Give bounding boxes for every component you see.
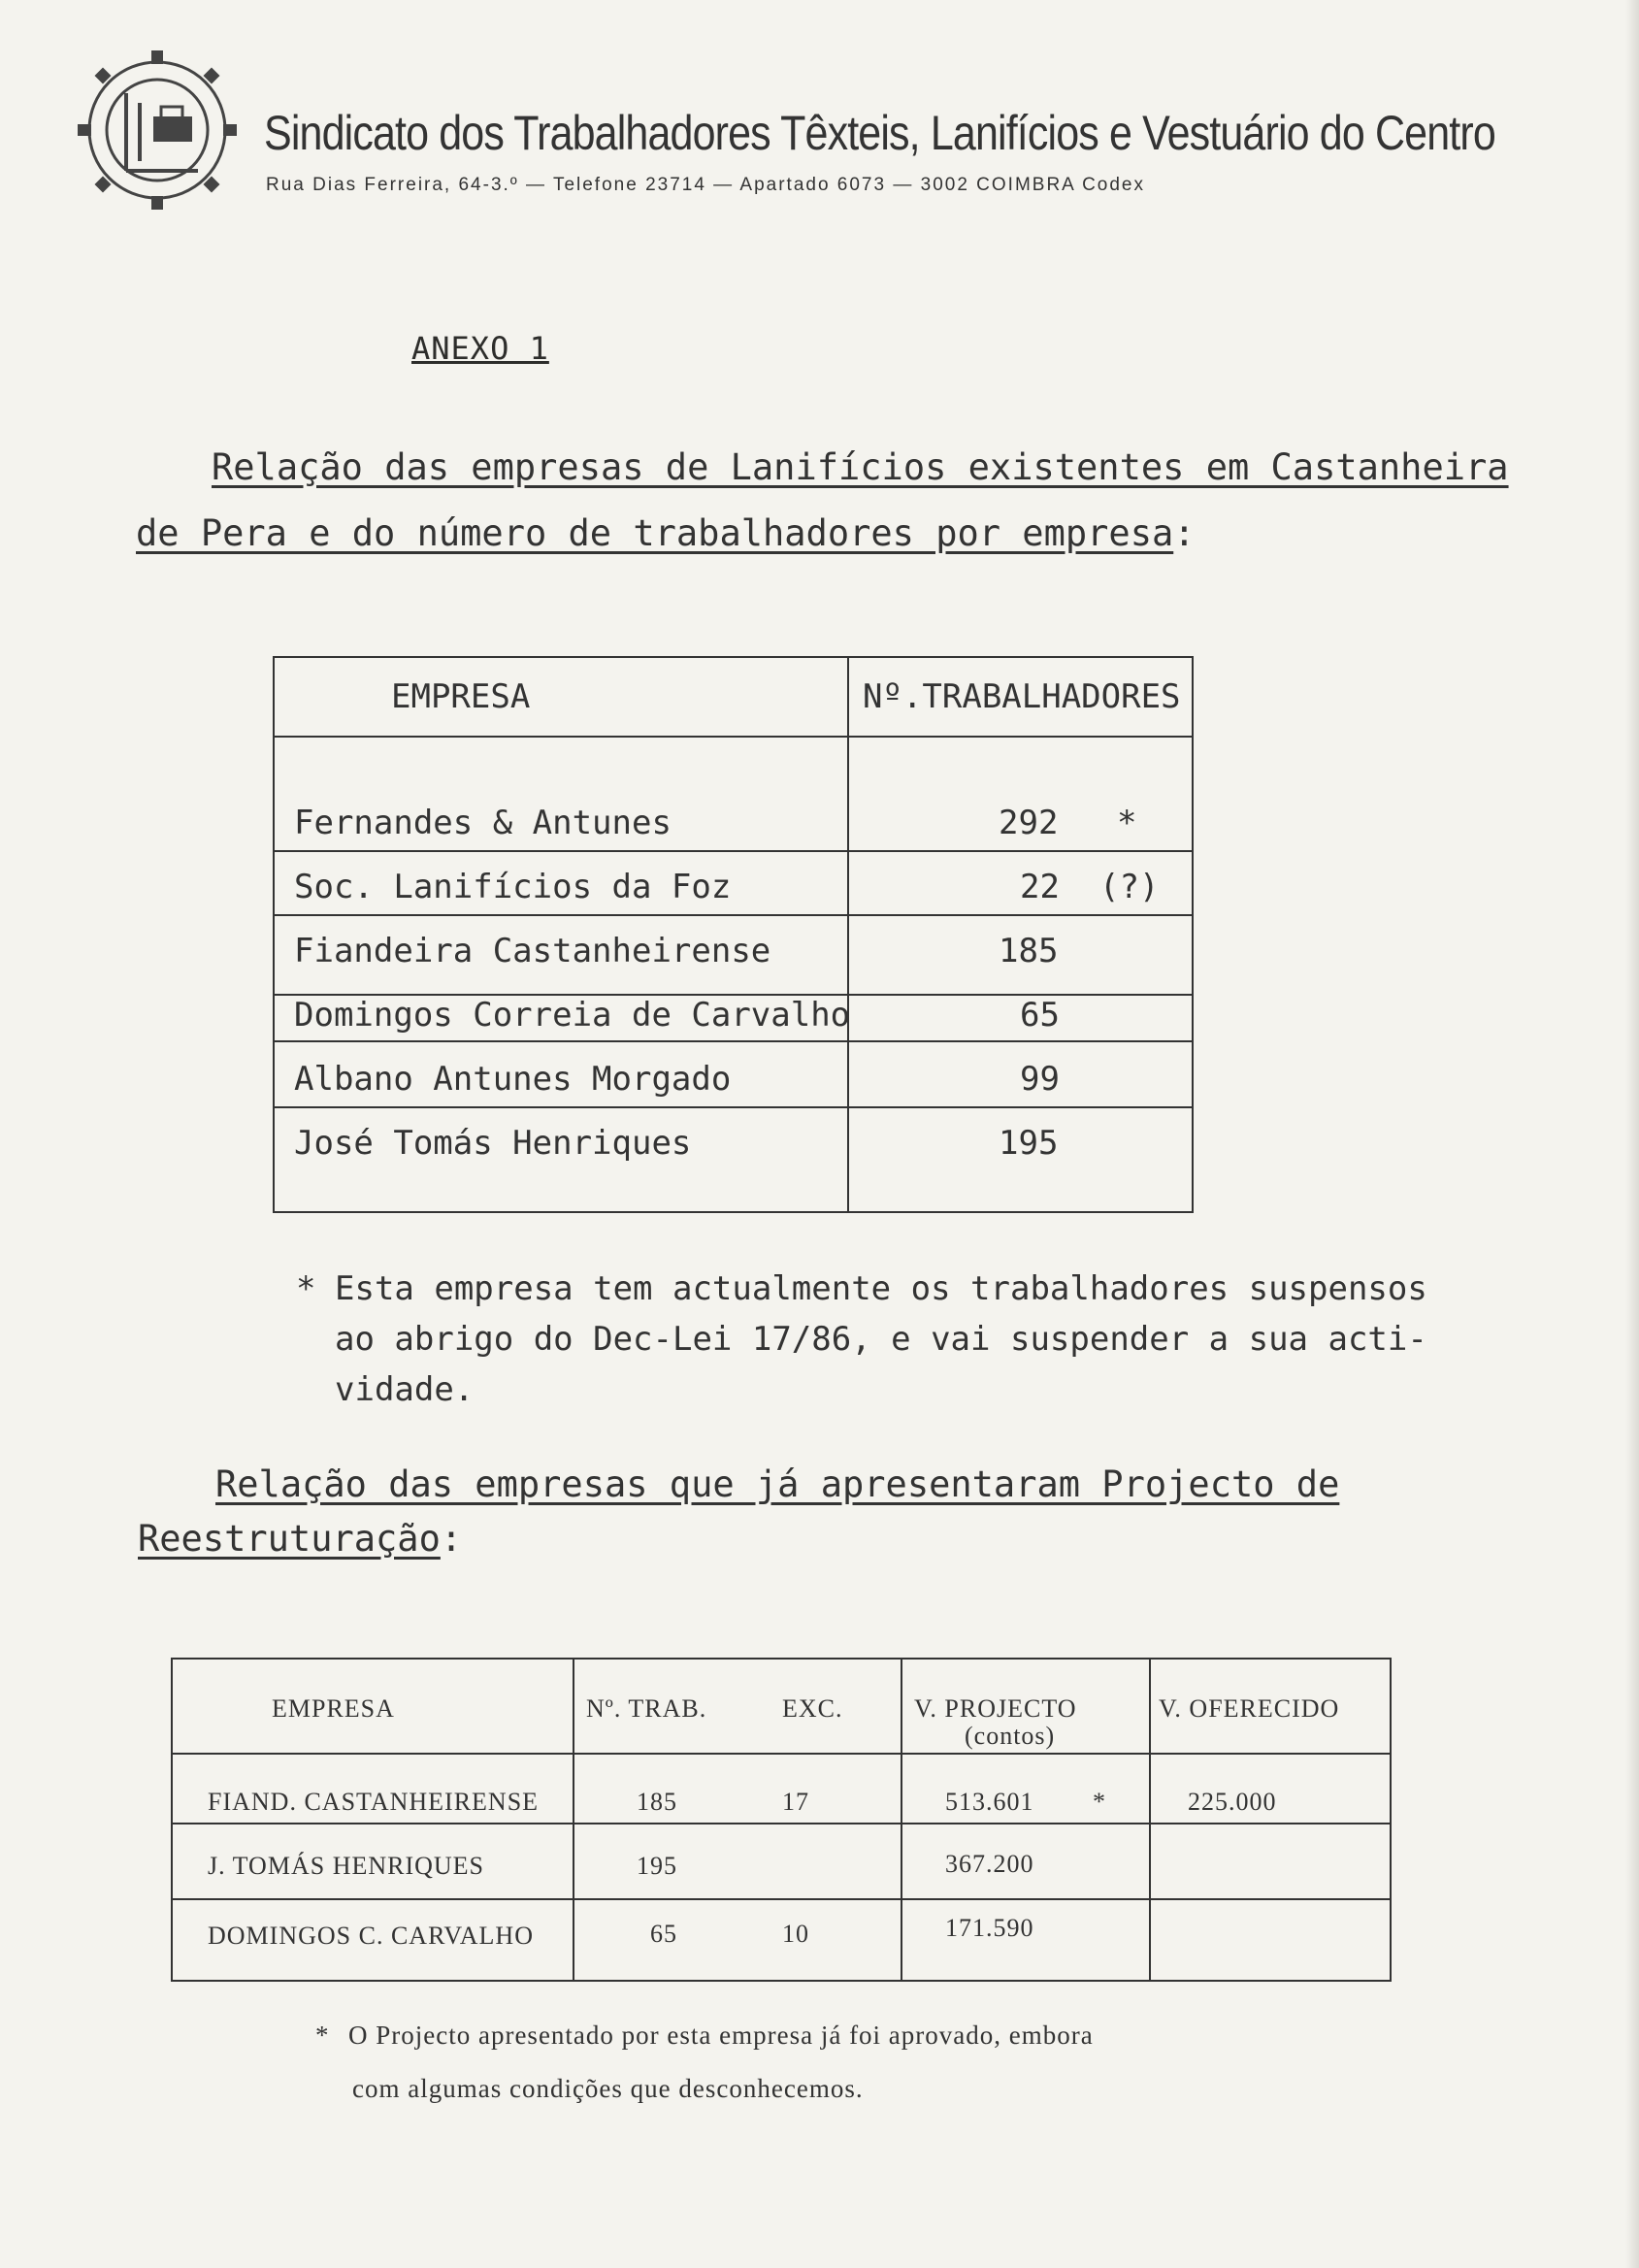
section1-heading-colon: : — [1173, 512, 1196, 554]
page-edge-shadow — [1625, 0, 1639, 2268]
footnote-star: * — [315, 2021, 330, 2050]
table-divider — [901, 1660, 902, 1980]
table-row-mark: * — [1093, 1788, 1106, 1816]
table-divider — [1149, 1660, 1151, 1980]
table-row-mark: (?) — [1099, 868, 1160, 906]
table-row-mark: * — [1117, 804, 1137, 842]
table-row-empresa: DOMINGOS C. CARVALHO — [208, 1922, 534, 1950]
section2-heading-line2 — [138, 1506, 462, 1572]
table-header-exc: EXC. — [782, 1694, 843, 1723]
table-row-projecto: 513.601 — [945, 1788, 1034, 1816]
section2-heading-text2: Reestruturação — [138, 1518, 441, 1560]
section1-heading-text1: Relação das empresas de Lanifícios existentes em Castanheira — [212, 446, 1509, 488]
footnote-star: * — [296, 1269, 316, 1308]
table-row-trab: 195 — [637, 1852, 677, 1880]
section2-heading-colon: : — [440, 1518, 463, 1560]
table-row-trab: 22 — [1020, 868, 1060, 906]
section1-heading-text2: de Pera e do número de trabalhadores por empresa — [136, 512, 1174, 554]
workers-table — [273, 656, 1194, 1213]
table-row-projecto: 171.590 — [945, 1914, 1034, 1942]
table-row-exc: 10 — [782, 1920, 809, 1948]
table-header-trabalhadores: Nº.TRABALHADORES — [863, 677, 1181, 716]
section1-heading-line2 — [136, 501, 1196, 567]
table-row-oferecido: 225.000 — [1188, 1788, 1277, 1816]
table-row-projecto: 367.200 — [945, 1850, 1034, 1878]
table-row-trab: 65 — [650, 1920, 677, 1948]
org-name: Sindicato dos Trabalhadores Têxteis, Lanifícios e Vestuário do Centro — [264, 106, 1495, 160]
table-header-trab: Nº. TRAB. — [586, 1694, 707, 1723]
table-divider — [173, 1898, 1390, 1900]
table-divider — [275, 914, 1192, 916]
table-row-empresa: Domingos Correia de Carvalho — [294, 996, 851, 1035]
table-row-empresa: Fiandeira Castanheirense — [294, 932, 771, 970]
restructuring-table — [171, 1658, 1392, 1982]
table-row-empresa: José Tomás Henriques — [294, 1124, 692, 1163]
table-divider — [173, 1753, 1390, 1755]
table-row-empresa: Soc. Lanifícios da Foz — [294, 868, 732, 906]
table-header-projecto-unit: (contos) — [965, 1722, 1056, 1750]
table-divider — [847, 658, 849, 1211]
section2-heading-text1: Relação das empresas que já apresentaram Projecto de — [215, 1463, 1340, 1505]
table-row-empresa: Albano Antunes Morgado — [294, 1060, 732, 1099]
table-row-trab: 99 — [1020, 1060, 1060, 1099]
table-divider — [275, 736, 1192, 738]
table-divider — [275, 850, 1192, 852]
union-gear-loom-logo-icon — [72, 45, 243, 215]
table-row-empresa: Fernandes & Antunes — [294, 804, 672, 842]
table-row-trab: 185 — [999, 932, 1059, 970]
table-row-empresa: FIAND. CASTANHEIRENSE — [208, 1788, 540, 1816]
table-row-trab: 185 — [637, 1788, 677, 1816]
footnote-line: Esta empresa tem actualmente os trabalhadores suspensos — [335, 1269, 1427, 1308]
table-header-empresa: EMPRESA — [391, 677, 531, 716]
table-divider — [275, 1106, 1192, 1108]
table-header-oferecido: V. OFERECIDO — [1159, 1694, 1340, 1723]
table-row-exc: 17 — [782, 1788, 809, 1816]
table-row-empresa: J. TOMÁS HENRIQUES — [208, 1852, 485, 1880]
footnote-line: ao abrigo do Dec-Lei 17/86, e vai suspender a sua acti- — [335, 1320, 1427, 1359]
table-divider — [573, 1660, 574, 1980]
table-header-empresa: EMPRESA — [272, 1694, 395, 1723]
section1-heading-line1 — [212, 435, 1509, 501]
table-row-trab: 195 — [999, 1124, 1059, 1163]
org-address: Rua Dias Ferreira, 64-3.º — Telefone 23714 — Apartado 6073 — 3002 COIMBRA Codex — [266, 175, 1145, 195]
table-divider — [275, 1040, 1192, 1042]
table-row-trab: 65 — [1020, 996, 1060, 1035]
table-row-trab: 292 — [999, 804, 1059, 842]
footnote-line: com algumas condições que desconhecemos. — [352, 2074, 864, 2103]
table-header-projecto: V. PROJECTO — [914, 1694, 1077, 1723]
footnote-line: vidade. — [335, 1370, 475, 1409]
annex-title: ANEXO 1 — [411, 330, 549, 367]
table-divider — [173, 1823, 1390, 1824]
footnote-line: O Projecto apresentado por esta empresa já foi aprovado, embora — [348, 2021, 1094, 2050]
